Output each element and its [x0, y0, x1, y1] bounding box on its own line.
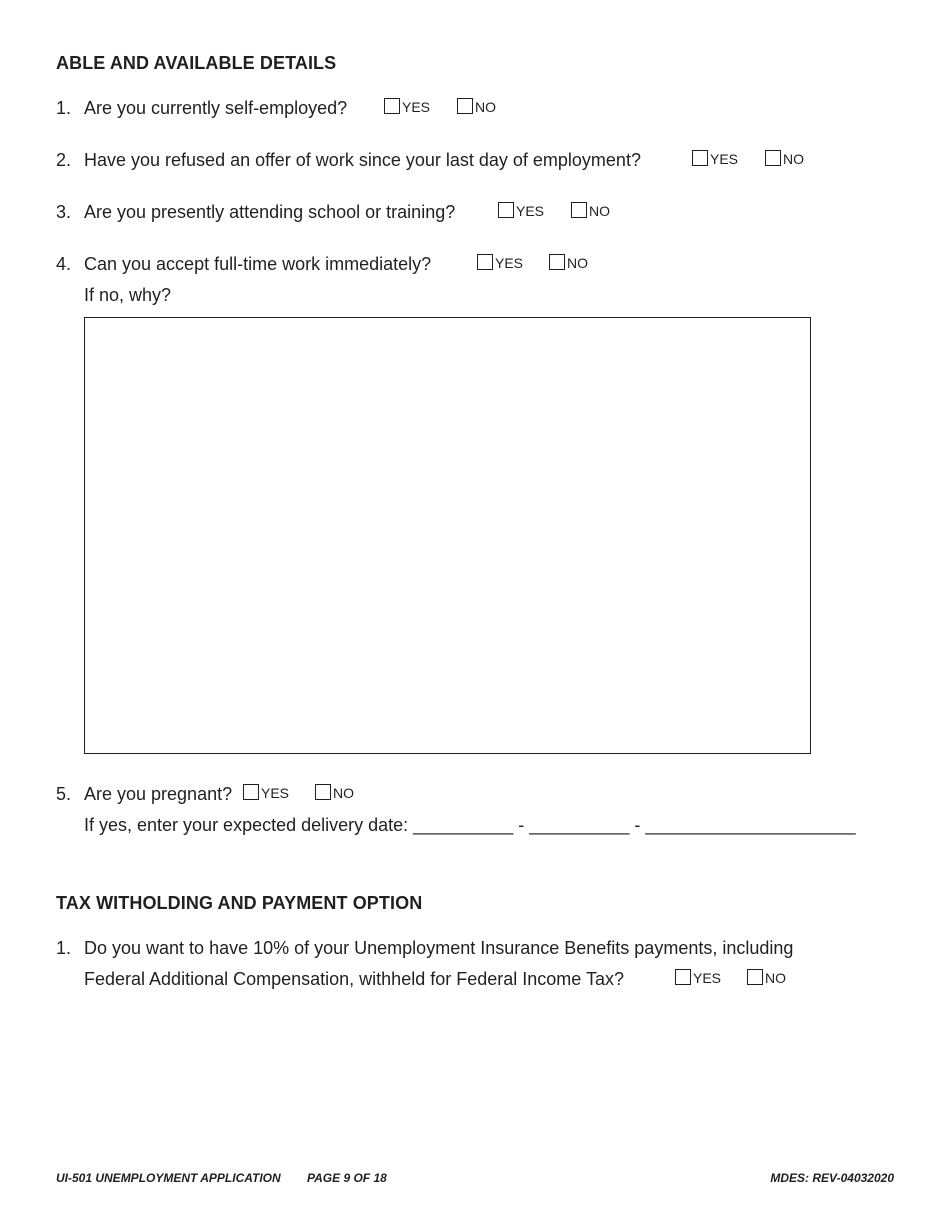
yes-label: YES: [516, 203, 545, 219]
attending-school-yes-option[interactable]: [498, 202, 544, 218]
question-number: 1.: [56, 98, 72, 118]
pregnant-yes-option[interactable]: [243, 784, 289, 800]
question-self-employed: Are you currently self-employed?: [84, 98, 348, 118]
yes-label: YES: [402, 99, 431, 115]
self-employed-yes-option[interactable]: [384, 98, 430, 114]
question-number: 2.: [56, 150, 72, 170]
no-label: NO: [333, 785, 354, 801]
tax-withholding-yes-option[interactable]: [675, 969, 721, 985]
refused-offer-no-checkbox[interactable]: [765, 150, 781, 166]
attending-school-no-option[interactable]: [571, 202, 610, 218]
pregnant-yes-checkbox[interactable]: [243, 784, 259, 800]
tax-withholding-no-checkbox[interactable]: [747, 969, 763, 985]
self-employed-no-option[interactable]: [457, 98, 496, 114]
question-tax-withholding-line1: Do you want to have 10% of your Unemployment Insurance Benefits payments, including: [84, 938, 794, 958]
question-number: 1.: [56, 938, 72, 958]
tax-withholding-no-option[interactable]: [747, 969, 786, 985]
if-no-why-textarea[interactable]: [84, 317, 811, 754]
refused-offer-no-option[interactable]: [765, 150, 804, 166]
no-label: NO: [783, 151, 804, 167]
question-pregnant: Are you pregnant?: [84, 784, 233, 804]
question-number: 5.: [56, 784, 72, 804]
footer-revision: MDES: REV-04032020: [770, 1171, 894, 1185]
full-time-work-yes-option[interactable]: [477, 254, 523, 270]
question-number: 3.: [56, 202, 72, 222]
question-refused-offer: Have you refused an offer of work since your last day of employment?: [84, 150, 641, 170]
tax-withholding-yes-checkbox[interactable]: [675, 969, 691, 985]
yes-label: YES: [261, 785, 290, 801]
section-heading-tax-withholding: TAX WITHOLDING AND PAYMENT OPTION: [56, 893, 423, 913]
question-number: 4.: [56, 254, 72, 274]
self-employed-no-checkbox[interactable]: [457, 98, 473, 114]
delivery-date-field[interactable]: If yes, enter your expected delivery date: __________ - __________ - _____________________: [84, 815, 856, 835]
question-attending-school: Are you presently attending school or training?: [84, 202, 456, 222]
refused-offer-yes-checkbox[interactable]: [692, 150, 708, 166]
refused-offer-yes-option[interactable]: [692, 150, 738, 166]
footer-page-number: PAGE 9 OF 18: [307, 1171, 387, 1185]
pregnant-no-checkbox[interactable]: [315, 784, 331, 800]
no-label: NO: [589, 203, 610, 219]
pregnant-no-option[interactable]: [315, 784, 354, 800]
no-label: NO: [475, 99, 496, 115]
no-label: NO: [567, 255, 588, 271]
attending-school-no-checkbox[interactable]: [571, 202, 587, 218]
no-label: NO: [765, 970, 786, 986]
full-time-work-no-option[interactable]: [549, 254, 588, 270]
yes-label: YES: [693, 970, 722, 986]
full-time-work-no-checkbox[interactable]: [549, 254, 565, 270]
full-time-work-yes-checkbox[interactable]: [477, 254, 493, 270]
attending-school-yes-checkbox[interactable]: [498, 202, 514, 218]
yes-label: YES: [495, 255, 524, 271]
footer-form-name: UI-501 UNEMPLOYMENT APPLICATION: [56, 1171, 281, 1185]
if-no-why-label: If no, why?: [84, 285, 172, 305]
yes-label: YES: [710, 151, 739, 167]
section-heading-able-available: ABLE AND AVAILABLE DETAILS: [56, 53, 337, 73]
question-full-time-work: Can you accept full-time work immediately?: [84, 254, 432, 274]
question-tax-withholding-line2: Federal Additional Compensation, withheld for Federal Income Tax?: [84, 969, 624, 989]
self-employed-yes-checkbox[interactable]: [384, 98, 400, 114]
